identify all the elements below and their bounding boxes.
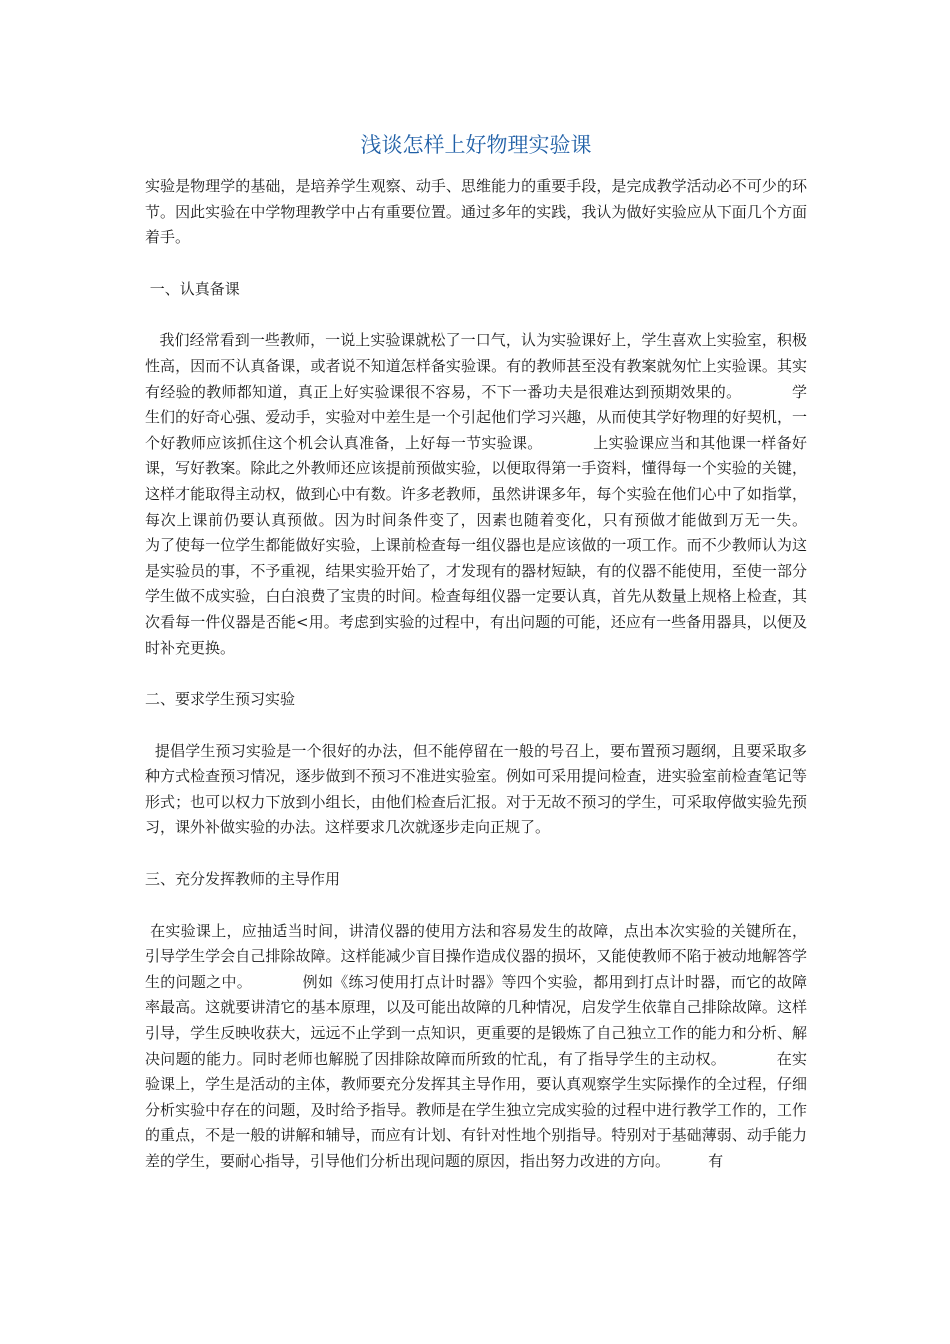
spacer [145,661,807,687]
spacer [145,713,807,739]
section-heading-3: 三、充分发挥教师的主导作用 [145,870,341,889]
intro-paragraph: 实验是物理学的基础，是培养学生观察、动手、思维能力的重要手段，是完成教学活动必不可少的环节。因此实验在中学物理教学中占有重要位置。通过多年的实践，我认为做好实验应从下面几个方面着手。 [145,177,807,247]
document-page [145,130,855,1175]
spacer [145,841,807,867]
section-body-3: 在实验课上，应抽适当时间，讲清仪器的使用方法和容易发生的故障，点出本次实验的关键所在，引导学生学会自己排除故障。这样能减少盲目操作造成仪器的损坏，又能使教师不陷于被动地解答学生的问题之中。 例如《练习使用打点计时器》等四个实验，都用到打点计时器，而它的故障率最高。这就要讲清它的基本原理，以及可能出故障的几种情况，启发学生依靠自己排除故障。这样引导，学生反映收获大，远远不止学到一点知识，更重要的是锻炼了自己独立工作的能力和分析、解决问题的能力。同时老师也解脱了因排除故障而所致的忙乱，有了指导学生的主动权。 在实验课上，学生是活动的主体，教师要充分发挥其主导作用，要认真观察学生实际操作的全过程，仔细分析实验中存在的问题，及时给予指导。教师是在学生独立完成实验的过程中进行教学工作的，工作的重点，不是一般的讲解和辅导，而应有计划、有针对性地个别指导。特别对于基础薄弱、动手能力差的学生，要耐心指导，引导他们分析出现问题的原因，指出努力改进的方向。 有 [145,921,807,1170]
section-heading-2: 二、要求学生预习实验 [145,690,296,709]
section-body-2: 提倡学生预习实验是一个很好的办法，但不能停留在一般的号召上，要布置预习题纲，且要采取多种方式检查预习情况，逐步做到不预习不准进实验室。例如可采用提问检查，进实验室前检查笔记等形式；也可以权力下放到小组长，由他们检查后汇报。对于无故不预习的学生，可采取停做实验先预习，课外补做实验的办法。这样要求几次就逐步走向正规了。 [145,741,807,837]
section-heading-1: 一、认真备课 [145,279,240,298]
spacer [145,302,807,328]
document-title: 浅谈怎样上好物理实验课 [360,133,592,157]
spacer [145,251,807,277]
spacer [145,893,807,919]
section-body-1: 我们经常看到一些教师，一说上实验课就松了一口气，认为实验课好上，学生喜欢上实验室，积极性高，因而不认真备课，或者说不知道怎样备实验课。有的教师甚至没有教案就匆忙上实验课。其实有经验的教师都知道，真正上好实验课很不容易，不下一番功夫是很难达到预期效果的。 学生们的好奇心强、爱动手，实验对中差生是一个引起他们学习兴趣，从而使其学好物理的好契机，一个好教师应该抓住这个机会认真准备，上好每一节实验课。 上实验课应当和其他课一样备好课，写好教案。除此之外教师还应该提前预做实验，以便取得第一手资料，懂得每一个实验的关键，这样才能取得主动权，做到心中有数。许多老教师，虽然讲课多年，每个实验在他们心中了如指掌，每次上课前仍要认真预做。因为时间条件变了，因素也随着变化，只有预做才能做到万无一失。 为了使每一位学生都能做好实验，上课前检查每一组仪器也是应该做的一项工作。而不少教师认为这是实验员的事，不予重视，结果实验开始了，才发现有的器材短缺，有的仪器不能使用，至使一部分学生做不成实验，白白浪费了宝贵的时间。检查每组仪器一定要认真，首先从数量上规格上检查，其次看每一件仪器是否能<用。考虑到实验的过程中，有出问题的可能，还应有一些备用器具，以便及时补充更换。 [145,331,855,657]
